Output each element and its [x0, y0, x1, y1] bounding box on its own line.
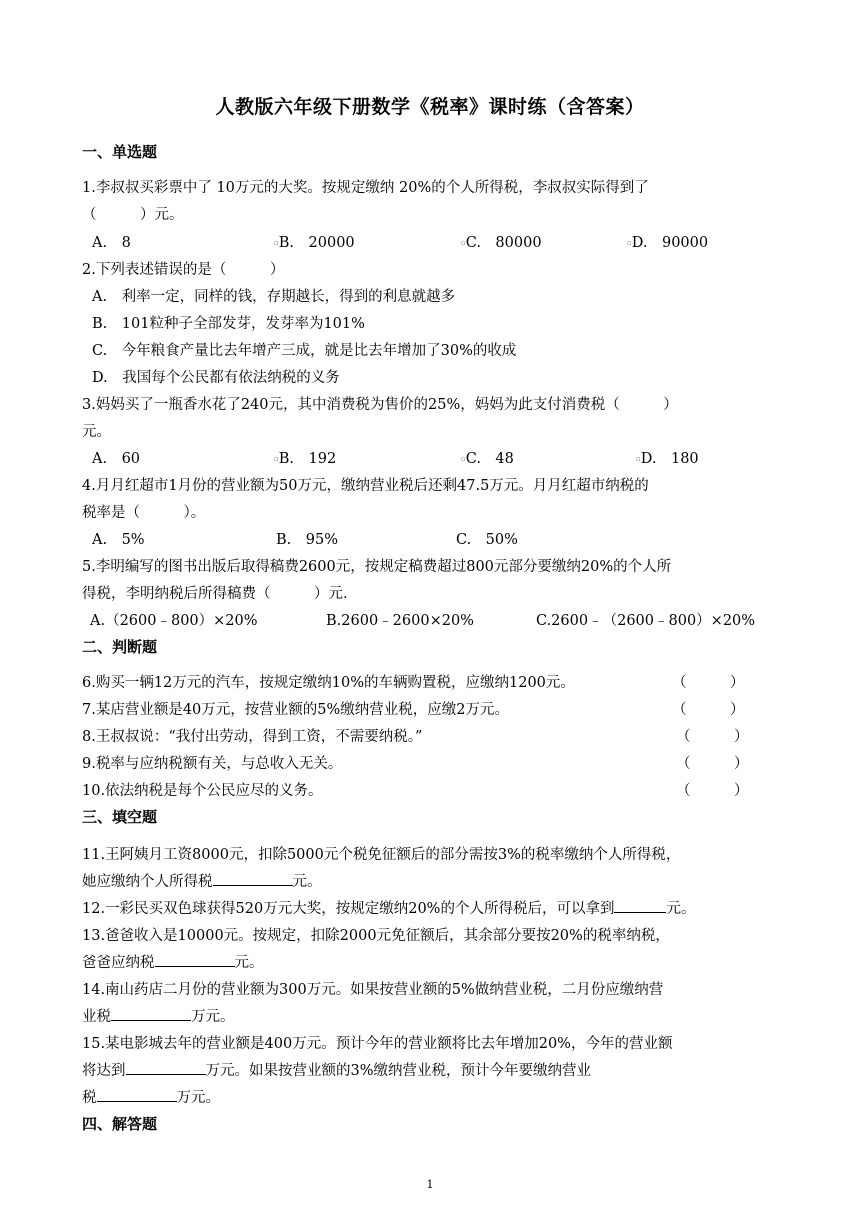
q4-option-a: A. 5% — [92, 532, 145, 548]
q1-option-a: A. 8 — [92, 235, 131, 251]
question-13-line-1: 13.爸爸收入是10000元。按规定，扣除2000元免征额后，其余部分要按20%的税率纳税， — [82, 928, 670, 944]
question-1-line-2: （ ）元。 — [82, 207, 184, 223]
section-heading-single-choice: 一、单选题 — [82, 143, 158, 161]
section-heading-fill-in: 三、填空题 — [82, 808, 158, 826]
fill-blank-15b[interactable] — [97, 1087, 177, 1102]
question-6: 6.购买一辆12万元的汽车，按规定缴纳10%的车辆购置税，应缴纳1200元。 — [82, 675, 575, 691]
q2-option-c: C. 今年粮食产量比去年增产三成，就是比去年增加了30%的收成 — [92, 343, 517, 359]
question-12: 12.一彩民买双色球获得520万元大奖，按规定缴纳20%的个人所得税后，可以拿到 元。 — [82, 897, 695, 918]
question-10: 10.依法纳税是每个公民应尽的义务。 — [82, 783, 323, 799]
question-15-line-3: 税 万元。 — [82, 1086, 220, 1107]
q3-option-d: ▫D. 180 — [636, 451, 699, 467]
q1-option-d: ▫D. 90000 — [627, 235, 709, 251]
question-4-line-1: 4.月月红超市1月份的营业额为50万元，缴纳营业税后还剩47.5万元。月月红超市纳税的 — [82, 478, 649, 494]
option-marker-icon: ▫ — [461, 455, 466, 463]
question-3-line-1: 3.妈妈买了一瓶香水花了240元，其中消费税为售价的25%，妈妈为此支付消费税（ ） — [82, 397, 678, 413]
section-heading-true-false: 二、判断题 — [82, 638, 158, 656]
answer-blank-9[interactable]: （ ） — [676, 756, 749, 772]
question-11-line-2: 她应缴纳个人所得税 元。 — [82, 870, 322, 891]
page-title: 人教版六年级下册数学《税率》课时练（含答案） — [215, 96, 645, 118]
fill-blank-12[interactable] — [614, 898, 666, 913]
question-5-line-2: 得税，李明纳税后所得稿费（ ）元． — [82, 586, 358, 602]
question-14-line-1: 14.南山药店二月份的营业额为300万元。如果按营业额的5%做纳营业税，二月份应缴纳营 — [82, 982, 664, 998]
q1-option-c: ▫C. 80000 — [461, 235, 542, 251]
question-11-line-1: 11.王阿姨月工资8000元，扣除5000元个税免征额后的部分需按3%的税率缴纳个人所得税， — [82, 847, 681, 863]
question-13-line-2: 爸爸应纳税 元。 — [82, 951, 264, 972]
q2-option-b: B. 101粒种子全部发芽，发芽率为101% — [92, 316, 365, 332]
q4-option-b: B. 95% — [276, 532, 338, 548]
answer-blank-7[interactable]: （ ） — [672, 702, 745, 718]
q3-option-c: ▫C. 48 — [461, 451, 514, 467]
q5-option-a: A.（2600﹣800）×20% — [90, 613, 258, 629]
q1-option-b: ▫B. 20000 — [274, 235, 355, 251]
question-3-line-2: 元。 — [82, 424, 111, 440]
q5-option-b: B.2600﹣2600×20% — [326, 613, 474, 629]
question-1-line-1: 1.李叔叔买彩票中了 10万元的大奖。按规定缴纳 20%的个人所得税，李叔叔实际得到了 — [82, 180, 649, 196]
q5-option-c: C.2600﹣（2600﹣800）×20% — [536, 613, 756, 629]
answer-blank-8[interactable]: （ ） — [676, 729, 749, 745]
fill-blank-13[interactable] — [155, 952, 235, 967]
q2-option-d: D. 我国每个公民都有依法纳税的义务 — [92, 370, 340, 386]
fill-blank-11[interactable] — [213, 871, 293, 886]
fill-blank-15a[interactable] — [126, 1060, 206, 1075]
option-marker-icon: ▫ — [274, 239, 279, 247]
q4-option-c: C. 50% — [456, 532, 518, 548]
question-2-line-1: 2.下列表述错误的是（ ） — [82, 262, 285, 278]
answer-blank-6[interactable]: （ ） — [672, 675, 745, 691]
option-marker-icon: ▫ — [274, 455, 279, 463]
question-4-line-2: 税率是（ ）。 — [82, 505, 206, 521]
question-15-line-2: 将达到 万元。如果按营业额的3%缴纳营业税，预计今年要缴纳营业 — [82, 1059, 591, 1080]
q2-option-a: A. 利率一定，同样的钱，存期越长，得到的利息就越多 — [92, 289, 456, 305]
question-9: 9.税率与应纳税额有关，与总收入无关。 — [82, 756, 343, 772]
question-14-line-2: 业税 万元。 — [82, 1005, 235, 1026]
option-marker-icon: ▫ — [461, 239, 466, 247]
option-marker-icon: ▫ — [636, 455, 641, 463]
page-number: 1 — [426, 1178, 434, 1191]
option-marker-icon: ▫ — [627, 239, 632, 247]
question-15-line-1: 15.某电影城去年的营业额是400万元。预计今年的营业额将比去年增加20%，今年的营业额 — [82, 1036, 673, 1052]
answer-blank-10[interactable]: （ ） — [676, 783, 749, 799]
question-7: 7.某店营业额是40万元，按营业额的5%缴纳营业税，应缴2万元。 — [82, 702, 510, 718]
q3-option-a: A. 60 — [92, 451, 141, 467]
fill-blank-14[interactable] — [111, 1006, 191, 1021]
section-heading-solve: 四、解答题 — [82, 1115, 158, 1133]
question-8: 8.王叔叔说：“我付出劳动，得到工资，不需要纳税。” — [82, 729, 423, 745]
question-5-line-1: 5.李明编写的图书出版后取得稿费2600元，按规定稿费超过800元部分要缴纳20%的个人所 — [82, 559, 672, 575]
q3-option-b: ▫B. 192 — [274, 451, 337, 467]
